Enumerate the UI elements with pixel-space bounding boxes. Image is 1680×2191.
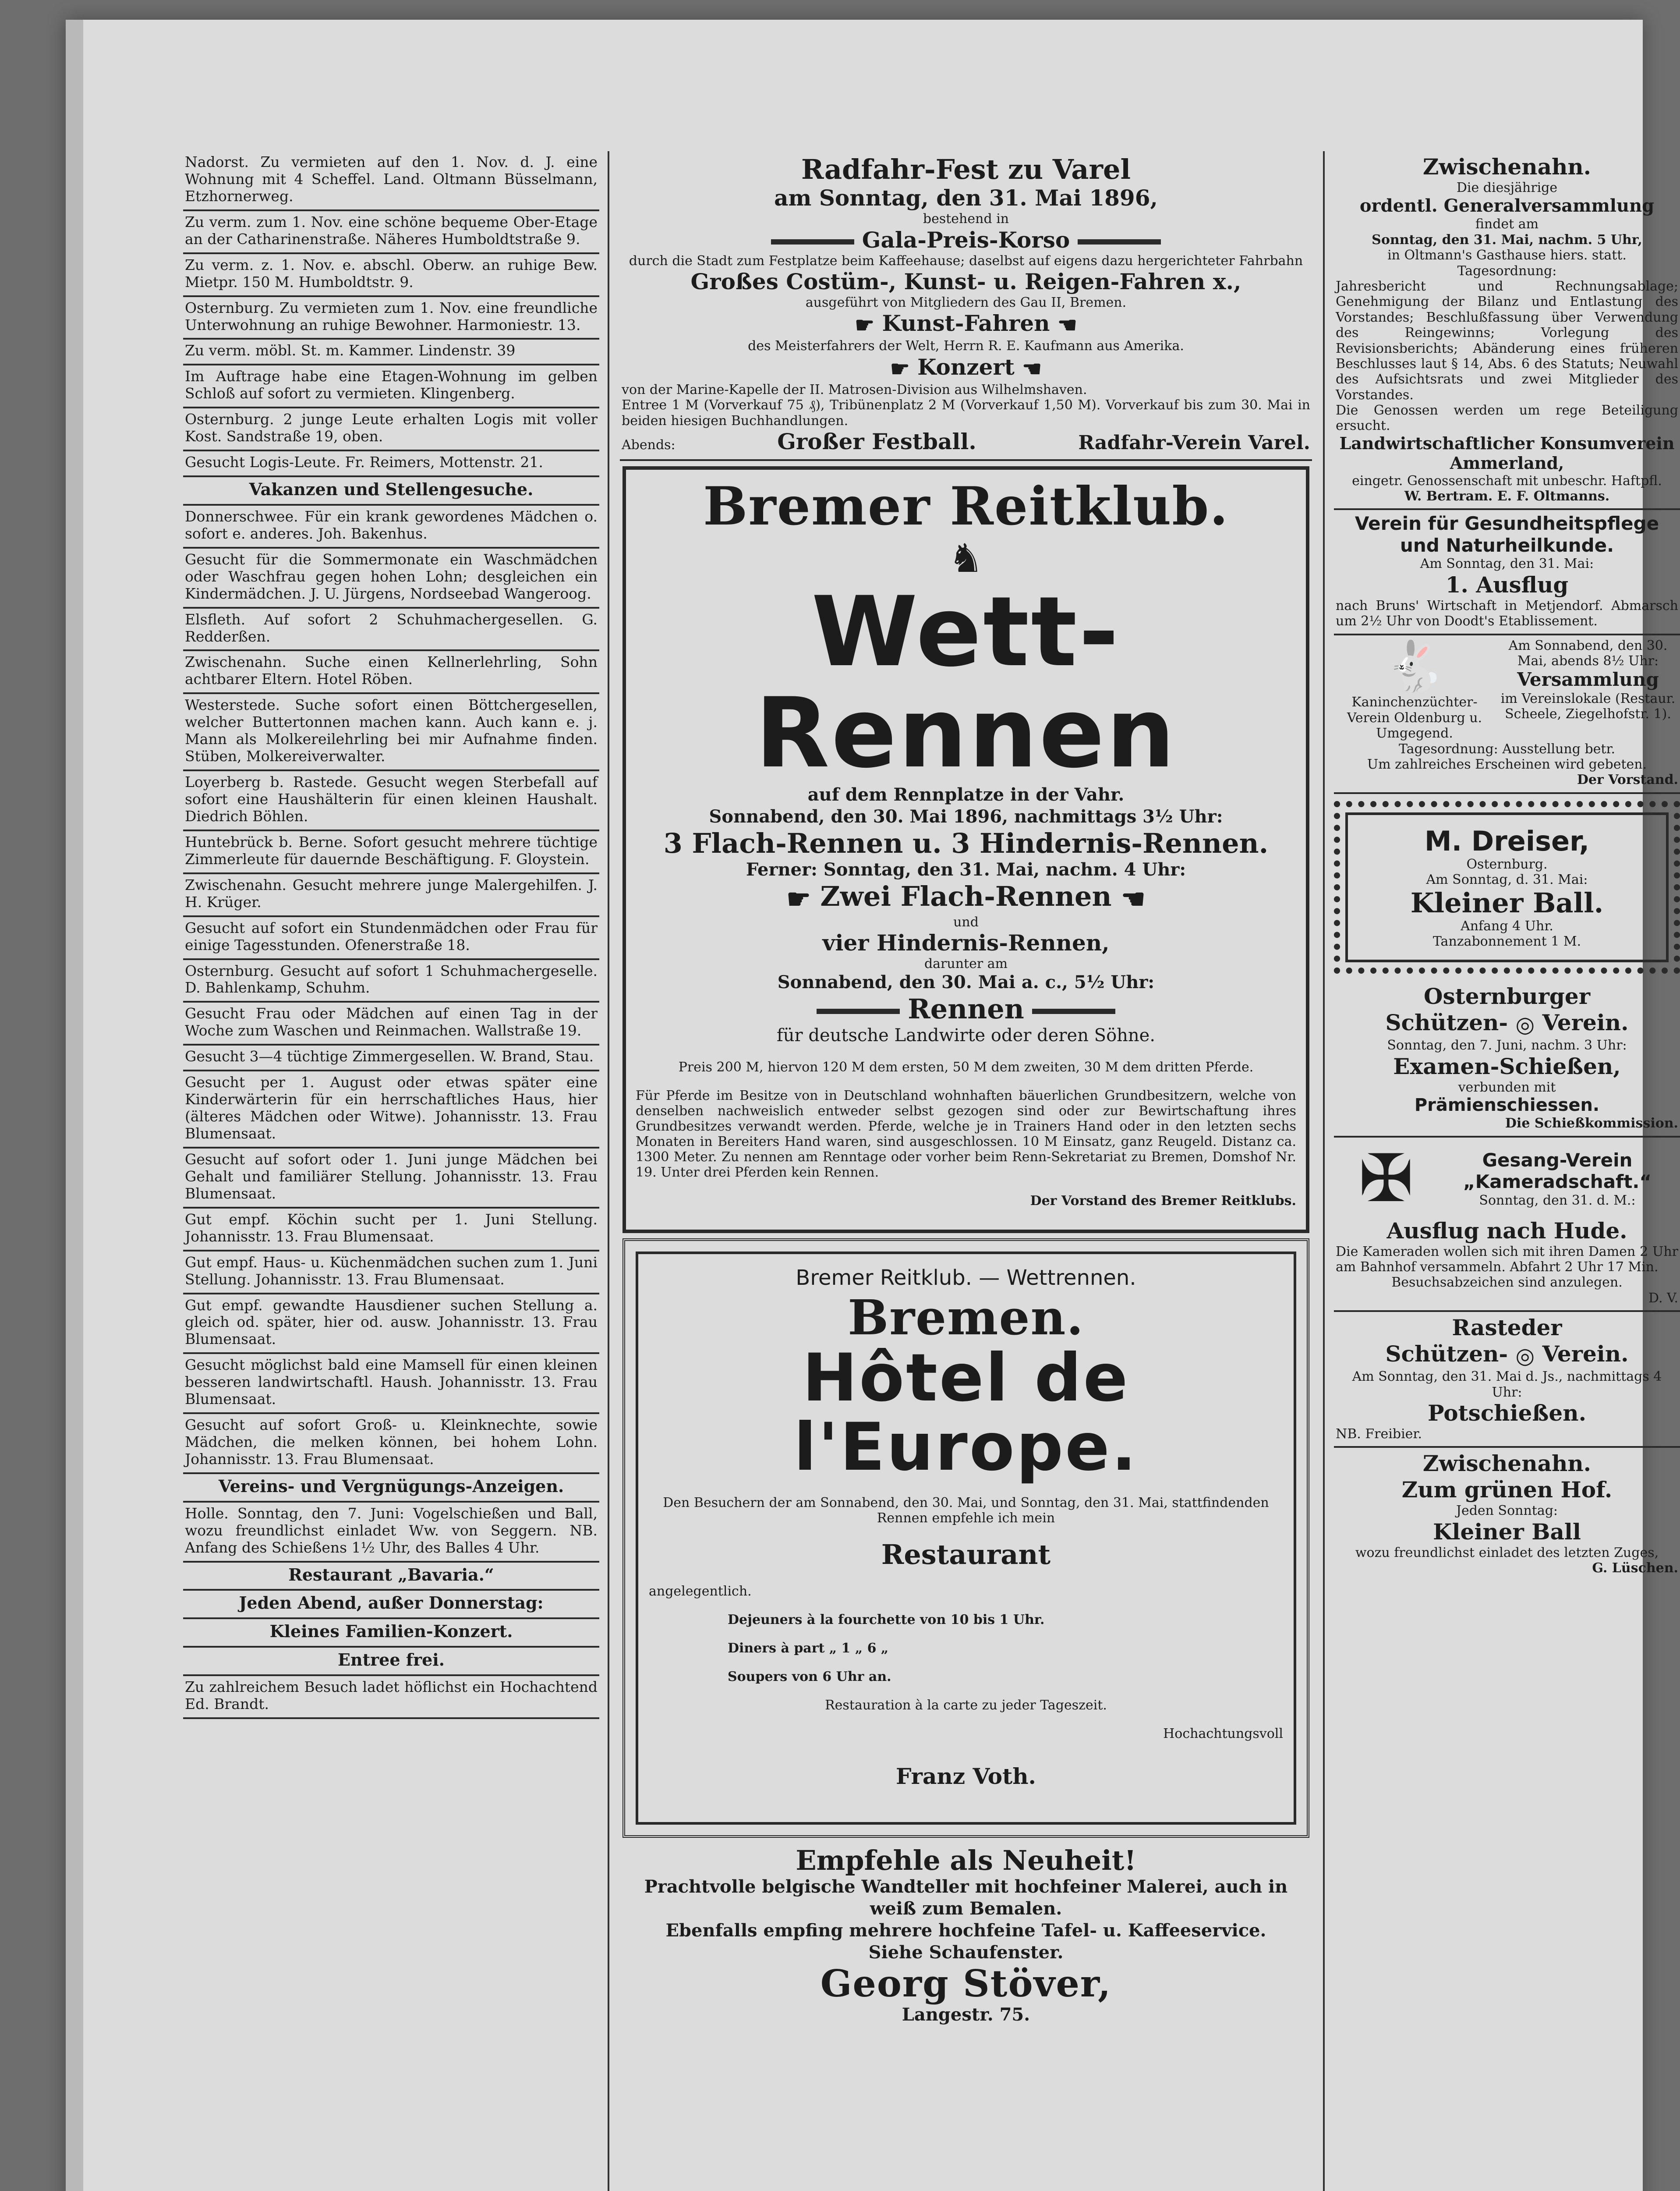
gesang-l6: Besuchsabzeichen sind anzulegen. bbox=[1391, 1275, 1623, 1290]
radfahr-fest-ad bbox=[620, 151, 1312, 461]
dreiser-l4: Anfang 4 Uhr. bbox=[1461, 918, 1553, 934]
classified-ad: Gesucht für die Sommermonate ein Waschmädchen oder Waschfrau gegen hohen Lohn; desgleichen ein Kindermädchen. J. U. Jürgens, Nordseebad Wangeroog. bbox=[183, 549, 599, 609]
gesang-l5: Die Kameraden wollen sich mit ihren Damen 2 Uhr am Bahnhof versammeln. Abfahrt 2 Uhr 17 Min. bbox=[1336, 1244, 1678, 1275]
pointing-hand-icon: ☚ bbox=[1057, 312, 1077, 338]
classified-column bbox=[183, 151, 599, 1719]
ferner-text: Ferner: Sonntag, den 31. Mai, nachm. 4 Uhr: bbox=[746, 859, 1186, 880]
zw1-l10: eingetr. Genossenschaft mit unbeschr. Haftpfl. bbox=[1352, 473, 1662, 489]
classified-ad: Kleines Familien-Konzert. bbox=[183, 1619, 599, 1648]
column-divider bbox=[608, 151, 609, 2191]
festball-title: Großer Festball. bbox=[777, 429, 976, 455]
classified-ad: Zwischenahn. Suche einen Kellnerlehrling, Sohn achtbarer Eltern. Hotel Röben. bbox=[183, 651, 599, 694]
zw1-l8: Die Genossen werden um rege Beteiligung ersucht. bbox=[1336, 403, 1678, 434]
stoever-l3: Siehe Schaufenster. bbox=[868, 1942, 1064, 1963]
radfahr-title: Radfahr-Fest zu Varel bbox=[801, 153, 1131, 185]
target-icon: ◎ bbox=[1515, 1011, 1535, 1038]
pointing-hand-icon: ☚ bbox=[1022, 355, 1042, 382]
classified-ad: Gesucht auf sofort oder 1. Juni junge Mädchen bei Gehalt und familiärer Stellung. Johannisstr. 13. Frau Blumensaat. bbox=[183, 1149, 599, 1209]
europe-intro: Den Besuchern der am Sonnabend, den 30. Mai, und Sonntag, den 31. Mai, stattfindenden Rennen empfehle ich mein bbox=[663, 1495, 1269, 1526]
classified-ad: Osternburg. Zu vermieten zum 1. Nov. eine freundliche Unterwohnung an ruhige Bewohner. Harmoniestr. 13. bbox=[183, 297, 599, 340]
zwischenahn-generalversammlung-ad bbox=[1334, 151, 1680, 510]
europe-city: Bremen. bbox=[848, 1289, 1084, 1346]
korso-title: Gala-Preis-Korso bbox=[862, 227, 1070, 253]
classified-ad: Donnerschwee. Für ein krank gewordenes Mädchen o. sofort e. anderes. Joh. Bakenhus. bbox=[183, 506, 599, 549]
rasteder-l4: Potschießen. bbox=[1427, 1400, 1586, 1426]
europe-angel: angelegentlich. bbox=[649, 1583, 752, 1599]
zwei-flach-title: Zwei Flach-Rennen bbox=[820, 880, 1112, 913]
zw1-l9: Landwirtschaftlicher Konsumverein Ammerland, bbox=[1339, 433, 1675, 473]
konzert-title: Konzert bbox=[917, 354, 1015, 380]
meister-text: des Meisterfahrers der Welt, Herrn R. E. Kaufmann aus Amerika. bbox=[748, 338, 1184, 354]
horse-icon: ♞ bbox=[948, 535, 984, 582]
classified-ad: Huntebrück b. Berne. Sofort gesucht mehrere tüchtige Zimmerleute für dauernde Beschäftigung. F. Gloystein. bbox=[183, 831, 599, 874]
stoever-l2: Ebenfalls empfing mehrere hochfeine Tafel- u. Kaffeeservice. bbox=[665, 1920, 1266, 1941]
europe-restaurant: Restaurant bbox=[881, 1539, 1051, 1571]
classified-ad: Gut empf. Haus- u. Küchenmädchen suchen zum 1. Juni Stellung. Johannisstr. 13. Frau Blumensaat. bbox=[183, 1251, 599, 1294]
radfahr-date: am Sonntag, den 31. Mai 1896, bbox=[774, 185, 1158, 211]
entree-text: Entree 1 M (Vorverkauf 75 ₰), Tribünenplatz 2 M (Vorverkauf 1,50 M). Vorverkauf bis zum 30. Mai in beiden hiesigen Buchhandlungen. bbox=[622, 397, 1310, 429]
stoever-name: Georg Stöver, bbox=[820, 1961, 1112, 2005]
verein-signature: Radfahr-Verein Varel. bbox=[1078, 432, 1310, 454]
flach-rennen-title: 3 Flach-Rennen u. 3 Hindernis-Rennen. bbox=[663, 827, 1269, 860]
preis-text: Preis 200 M, hiervon 120 M dem ersten, 50 M dem zweiten, 30 M dem dritten Pferde. bbox=[678, 1060, 1254, 1075]
pointing-hand-icon: ☛ bbox=[855, 312, 875, 338]
center-column bbox=[620, 151, 1312, 2030]
dreiser-l3: Kleiner Ball. bbox=[1410, 887, 1604, 919]
classified-ad: Gesucht auf sofort Groß- u. Kleinknechte, sowie Mädchen, die melken können, bei hohem Lohn. Johannisstr. 13. Frau Blumensaat. bbox=[183, 1414, 599, 1474]
gruen-l3: Jeden Sonntag: bbox=[1456, 1503, 1558, 1519]
gesang-l7: D. V. bbox=[1648, 1290, 1678, 1306]
schuetzen-l6: Prämienschiessen. bbox=[1414, 1095, 1600, 1116]
kaninchenzuechter-ad bbox=[1334, 635, 1680, 794]
kanin-l2: Versammlung bbox=[1517, 669, 1659, 691]
europe-carte: Restauration à la carte zu jeder Tageszeit. bbox=[825, 1697, 1107, 1713]
classified-ad: Gut empf. gewandte Hausdiener suchen Stellung a. gleich od. später, hier od. ausw. Johannisstr. 13. Frau Blumensaat. bbox=[183, 1294, 599, 1354]
gesund-title: Verein für Gesundheitspflege und Naturheilkunde. bbox=[1355, 513, 1659, 556]
zw1-l6: Tagesordnung: bbox=[1457, 263, 1557, 279]
newspaper-page bbox=[66, 20, 1678, 2191]
classified-ad: Gut empf. Köchin sucht per 1. Juni Stellung. Johannisstr. 13. Frau Blumensaat. bbox=[183, 1209, 599, 1251]
vorstand-signature: Der Vorstand des Bremer Reitklubs. bbox=[1030, 1193, 1296, 1209]
kanin-l3: im Vereinslokale (Restaur. Scheele, Ziegelhofstr. 1). bbox=[1500, 691, 1676, 722]
stoever-l1: Prachtvolle belgische Wandteller mit hochfeiner Malerei, auch in weiß zum Bemalen. bbox=[644, 1876, 1288, 1919]
zw1-l2: ordentl. Generalversammlung bbox=[1359, 195, 1655, 216]
costuem-title: Großes Costüm-, Kunst- u. Reigen-Fahren x., bbox=[690, 269, 1241, 295]
classified-ad: Holle. Sonntag, den 7. Juni: Vogelschießen und Ball, wozu freundlichst einladet Ww. von Seggern. NB. Anfang des Schießens 1½ Uhr, des Balles 4 Uhr. bbox=[183, 1503, 599, 1563]
dreiser-ad bbox=[1334, 801, 1680, 974]
ausgefuehrt-text: ausgeführt von Mitgliedern des Gau II, Bremen. bbox=[805, 295, 1127, 311]
zw1-l7: Jahresbericht und Rechnungsablage; Genehmigung der Bilanz und Entlastung des Vorstandes; Beschlußfassung über Verwendung des Reingewinns; Vorlegung des Revisionsberichts; Abänderung eines früheren Beschlusses laut § 14, Abs. 6 des Statuts; Neuwahl des Aufsichtsrats und zwei Mitglieder des Vorstandes. bbox=[1336, 278, 1678, 403]
europe-hotel: Hôtel de l'Europe. bbox=[794, 1340, 1138, 1485]
schuetzen-l7: Die Schießkommission. bbox=[1505, 1116, 1678, 1131]
page-spine bbox=[66, 20, 83, 2191]
hotel-europe-ad bbox=[622, 1238, 1309, 1837]
sonnabend-text: Sonnabend, den 30. Mai 1896, nachmittags 3½ Uhr: bbox=[709, 806, 1223, 827]
classified-ad: Gesucht Logis-Leute. Fr. Reimers, Mottenstr. 21. bbox=[183, 451, 599, 477]
pointing-hand-icon: ☛ bbox=[890, 355, 910, 382]
wett-rennen-title: Wett-Rennen bbox=[755, 576, 1177, 790]
classified-ad: Zu verm. möbl. St. m. Kammer. Lindenstr. 39 bbox=[183, 340, 599, 365]
zw1-l5: in Oltmann's Gasthause hiers. statt. bbox=[1387, 248, 1627, 263]
stoever-title: Empfehle als Neuheit! bbox=[796, 1844, 1136, 1876]
stoever-ad bbox=[620, 1842, 1312, 2031]
sonnabend2-text: Sonnabend, den 30. Mai a. c., 5½ Uhr: bbox=[777, 971, 1155, 993]
dreiser-l1: Osternburg. bbox=[1466, 857, 1548, 872]
classified-ad: Vereins- und Vergnügungs-Anzeigen. bbox=[183, 1474, 599, 1503]
kunst-fahren-title: Kunst-Fahren bbox=[882, 310, 1050, 337]
rasteder-l1: Rasteder bbox=[1452, 1315, 1562, 1341]
schuetzen-l2a: Schützen- bbox=[1385, 1010, 1508, 1036]
abends-label: Abends: bbox=[622, 437, 676, 453]
korso-text: durch die Stadt zum Festplatze beim Kaffeehause; daselbst auf eigens dazu hergerichteter Fahrbahn bbox=[629, 253, 1303, 269]
und-text: und bbox=[953, 914, 979, 930]
classified-ad: Gesucht per 1. August oder etwas später eine Kinderwärterin für ein herrschaftliches Haus, hier (älteres Mädchen oder Witwe). Johannisstr. 13. Frau Blumensaat. bbox=[183, 1071, 599, 1149]
classified-ad: Gesucht Frau oder Mädchen auf einen Tag in der Woche zum Waschen und Reinmachen. Wallstraße 19. bbox=[183, 1003, 599, 1046]
rasteder-l2a: Schützen- bbox=[1385, 1341, 1508, 1367]
zw1-l11: W. Bertram. E. F. Oltmanns. bbox=[1404, 488, 1610, 504]
gesang-l1: Gesang-Verein bbox=[1482, 1149, 1633, 1171]
gesundheitspflege-ad bbox=[1334, 510, 1680, 635]
classified-ad: Gesucht auf sofort ein Stundenmädchen oder Frau für einige Tagesstunden. Ofenerstraße 18. bbox=[183, 917, 599, 960]
dreiser-l5: Tanzabonnement 1 M. bbox=[1432, 934, 1581, 950]
zw1-title: Zwischenahn. bbox=[1422, 154, 1592, 180]
classified-ad: Loyerberg b. Rastede. Gesucht wegen Sterbefall auf sofort eine Haushälterin für einen kleinen Haushalt. Diedrich Böhlen. bbox=[183, 771, 599, 831]
pointing-hand-icon: ☛ bbox=[786, 883, 811, 915]
schuetzen-l4: Examen-Schießen, bbox=[1393, 1053, 1621, 1079]
classified-ad: Im Auftrage habe eine Etagen-Wohnung im gelben Schloß auf sofort zu vermieten. Klingenberg. bbox=[183, 365, 599, 408]
gesang-l3: Sonntag, den 31. d. M.: bbox=[1479, 1193, 1636, 1208]
rasteder-l2b: Verein. bbox=[1542, 1341, 1629, 1367]
stoever-addr: Langestr. 75. bbox=[902, 2004, 1030, 2025]
gesund-l2: 1. Ausflug bbox=[1445, 571, 1569, 598]
rennplatz-text: auf dem Rennplatze in der Vahr. bbox=[807, 784, 1125, 805]
zw1-l3: findet am bbox=[1475, 216, 1539, 232]
schuetzen-l3: Sonntag, den 7. Juni, nachm. 3 Uhr: bbox=[1387, 1038, 1627, 1053]
europe-soupers: Soupers von 6 Uhr an. bbox=[728, 1669, 891, 1684]
gesang-l2: „Kameradschaft.“ bbox=[1463, 1171, 1652, 1193]
zw1-l4: Sonntag, den 31. Mai, nachm. 5 Uhr, bbox=[1372, 232, 1642, 248]
osternburger-schuetzen-ad bbox=[1334, 981, 1680, 1137]
kanin-logo: Kaninchenzüchter-Verein Oldenburg u. Umgegend. bbox=[1347, 695, 1482, 741]
reitklub-ad bbox=[622, 466, 1309, 1233]
gruener-hof-ad bbox=[1334, 1448, 1680, 1580]
classified-ad: Restaurant „Bavaria.“ bbox=[183, 1563, 599, 1591]
classified-ad: Nadorst. Zu vermieten auf den 1. Nov. d. J. eine Wohnung mit 4 Scheffel. Land. Oltmann Büsselmann, Etzhornerweg. bbox=[183, 151, 599, 211]
classified-ad: Vakanzen und Stellengesuche. bbox=[183, 477, 599, 506]
classified-ad: Zwischenahn. Gesucht mehrere junge Malergehilfen. J. H. Krüger. bbox=[183, 874, 599, 917]
europe-dejeuners: Dejeuners à la fourchette von 10 bis 1 Uhr. bbox=[728, 1612, 1045, 1627]
classified-ad: Zu zahlreichem Besuch ladet höflichst ein Hochachtend Ed. Brandt. bbox=[183, 1676, 599, 1719]
schuetzen-l5: verbunden mit bbox=[1458, 1079, 1556, 1095]
classified-ad: Osternburg. 2 junge Leute erhalten Logis mit voller Kost. Sandstraße 19, oben. bbox=[183, 408, 599, 451]
right-column bbox=[1334, 151, 1680, 1581]
europe-head: Bremer Reitklub. — Wettrennen. bbox=[796, 1266, 1136, 1290]
rabbit-icon: 🐇 bbox=[1384, 638, 1445, 694]
classified-ad: Westerstede. Suche sofort einen Böttchergesellen, welcher Buttertonnen machen kann. Auch kann e. j. Mann als Molkereilehrling bei mir Aufnahme finden. Stüben, Molkereiverwalter. bbox=[183, 694, 599, 771]
classified-ad: Zu verm. zum 1. Nov. eine schöne bequeme Ober-Etage an der Catharinenstraße. Näheres Humboldtstraße 9. bbox=[183, 211, 599, 254]
rennen2-title: Rennen bbox=[908, 993, 1024, 1025]
schuetzen-l2b: Verein. bbox=[1542, 1010, 1629, 1036]
pointing-hand-icon: ☚ bbox=[1121, 883, 1146, 915]
darunter-text: darunter am bbox=[924, 956, 1008, 971]
kanin-l5: Um zahlreiches Erscheinen wird gebeten. bbox=[1367, 756, 1647, 772]
classified-ad: Entree frei. bbox=[183, 1648, 599, 1676]
iron-cross-icon: ✠ bbox=[1358, 1140, 1414, 1217]
kanin-l4: Tagesordnung: Ausstellung betr. bbox=[1398, 741, 1616, 757]
classified-ad: Gesucht möglichst bald eine Mamsell für einen kleinen besseren landwirtschaftl. Haush. Johannisstr. 13. Frau Blumensaat. bbox=[183, 1354, 599, 1414]
rasteder-l3: Am Sonntag, den 31. Mai d. Js., nachmittags 4 Uhr: bbox=[1352, 1369, 1662, 1400]
gesang-l4: Ausflug nach Hude. bbox=[1386, 1217, 1627, 1244]
fuer-text: für deutsche Landwirte oder deren Söhne. bbox=[776, 1025, 1156, 1046]
gruen-l2: Zum grünen Hof. bbox=[1401, 1477, 1613, 1503]
gruen-l5: wozu freundlichst einladet des letzten Zuges, bbox=[1355, 1545, 1659, 1560]
classified-ad: Jeden Abend, außer Donnerstag: bbox=[183, 1591, 599, 1619]
europe-name: Franz Voth. bbox=[896, 1763, 1036, 1789]
schuetzen-l1: Osternburger bbox=[1423, 983, 1591, 1010]
rasteder-schuetzen-ad bbox=[1334, 1312, 1680, 1448]
target-icon: ◎ bbox=[1515, 1343, 1535, 1369]
kanin-l1: Am Sonnabend, den 30. Mai, abends 8½ Uhr: bbox=[1508, 638, 1668, 669]
gesund-l1: Am Sonntag, den 31. Mai: bbox=[1420, 556, 1594, 572]
dreiser-l2: Am Sonntag, d. 31. Mai: bbox=[1426, 872, 1588, 887]
gesund-l3: nach Bruns' Wirtschaft in Metjendorf. Abmarsch um 2½ Uhr von Doodt's Etablissement. bbox=[1336, 598, 1678, 629]
gruen-l4: Kleiner Ball bbox=[1433, 1518, 1581, 1545]
reitklub-body: Für Pferde im Besitze von in Deutschland wohnhaften bäuerlichen Grundbesitzern, welche von denselben nachweislich entweder selbst gezogen sind oder zur Bewirtschaftung ihres Grundbesitzes verwandt werden. Pferde, welche je in Trainers Hand oder in den letzten sechs Monaten in Bereiters Hand waren, sind ausgeschlossen. 10 M Einsatz, ganz Reugeld. Distanz ca. 1300 Meter. Zu nennen am Renntage oder vorher beim Renn-Sekretariat zu Bremen, Domshof Nr. 19. Unter drei Pferden kein Rennen. bbox=[636, 1088, 1296, 1181]
gruen-l6: G. Lüschen. bbox=[1592, 1560, 1678, 1576]
reitklub-title: Bremer Reitklub. bbox=[703, 475, 1229, 538]
europe-hoch: Hochachtungsvoll bbox=[1163, 1726, 1283, 1741]
gesang-verein-ad bbox=[1334, 1138, 1680, 1312]
radfahr-bestehend: bestehend in bbox=[923, 211, 1009, 227]
kapelle-text: von der Marine-Kapelle der II. Matrosen-Division aus Wilhelmshaven. bbox=[622, 382, 1087, 397]
classified-ad: Gesucht 3—4 tüchtige Zimmergesellen. W. Brand, Stau. bbox=[183, 1046, 599, 1071]
zw1-l1: Die diesjährige bbox=[1456, 180, 1558, 195]
classified-ad: Osternburg. Gesucht auf sofort 1 Schuhmachergeselle. D. Bahlenkamp, Schuhm. bbox=[183, 960, 599, 1003]
europe-diners: Diners à part „ 1 „ 6 „ bbox=[728, 1640, 889, 1656]
dreiser-name: M. Dreiser, bbox=[1424, 825, 1590, 857]
column-divider bbox=[1323, 151, 1325, 2191]
classified-ad: Zu verm. z. 1. Nov. e. abschl. Oberw. an ruhige Bew. Mietpr. 150 M. Humboldtstr. 9. bbox=[183, 254, 599, 297]
vier-hindernis-title: vier Hindernis-Rennen, bbox=[822, 929, 1110, 956]
classified-ad: Elsfleth. Auf sofort 2 Schuhmachergesellen. G. Redderßen. bbox=[183, 609, 599, 652]
gruen-l1: Zwischenahn. bbox=[1422, 1450, 1592, 1477]
kanin-l6: Der Vorstand. bbox=[1577, 772, 1678, 788]
rasteder-l5: NB. Freibier. bbox=[1336, 1426, 1422, 1442]
